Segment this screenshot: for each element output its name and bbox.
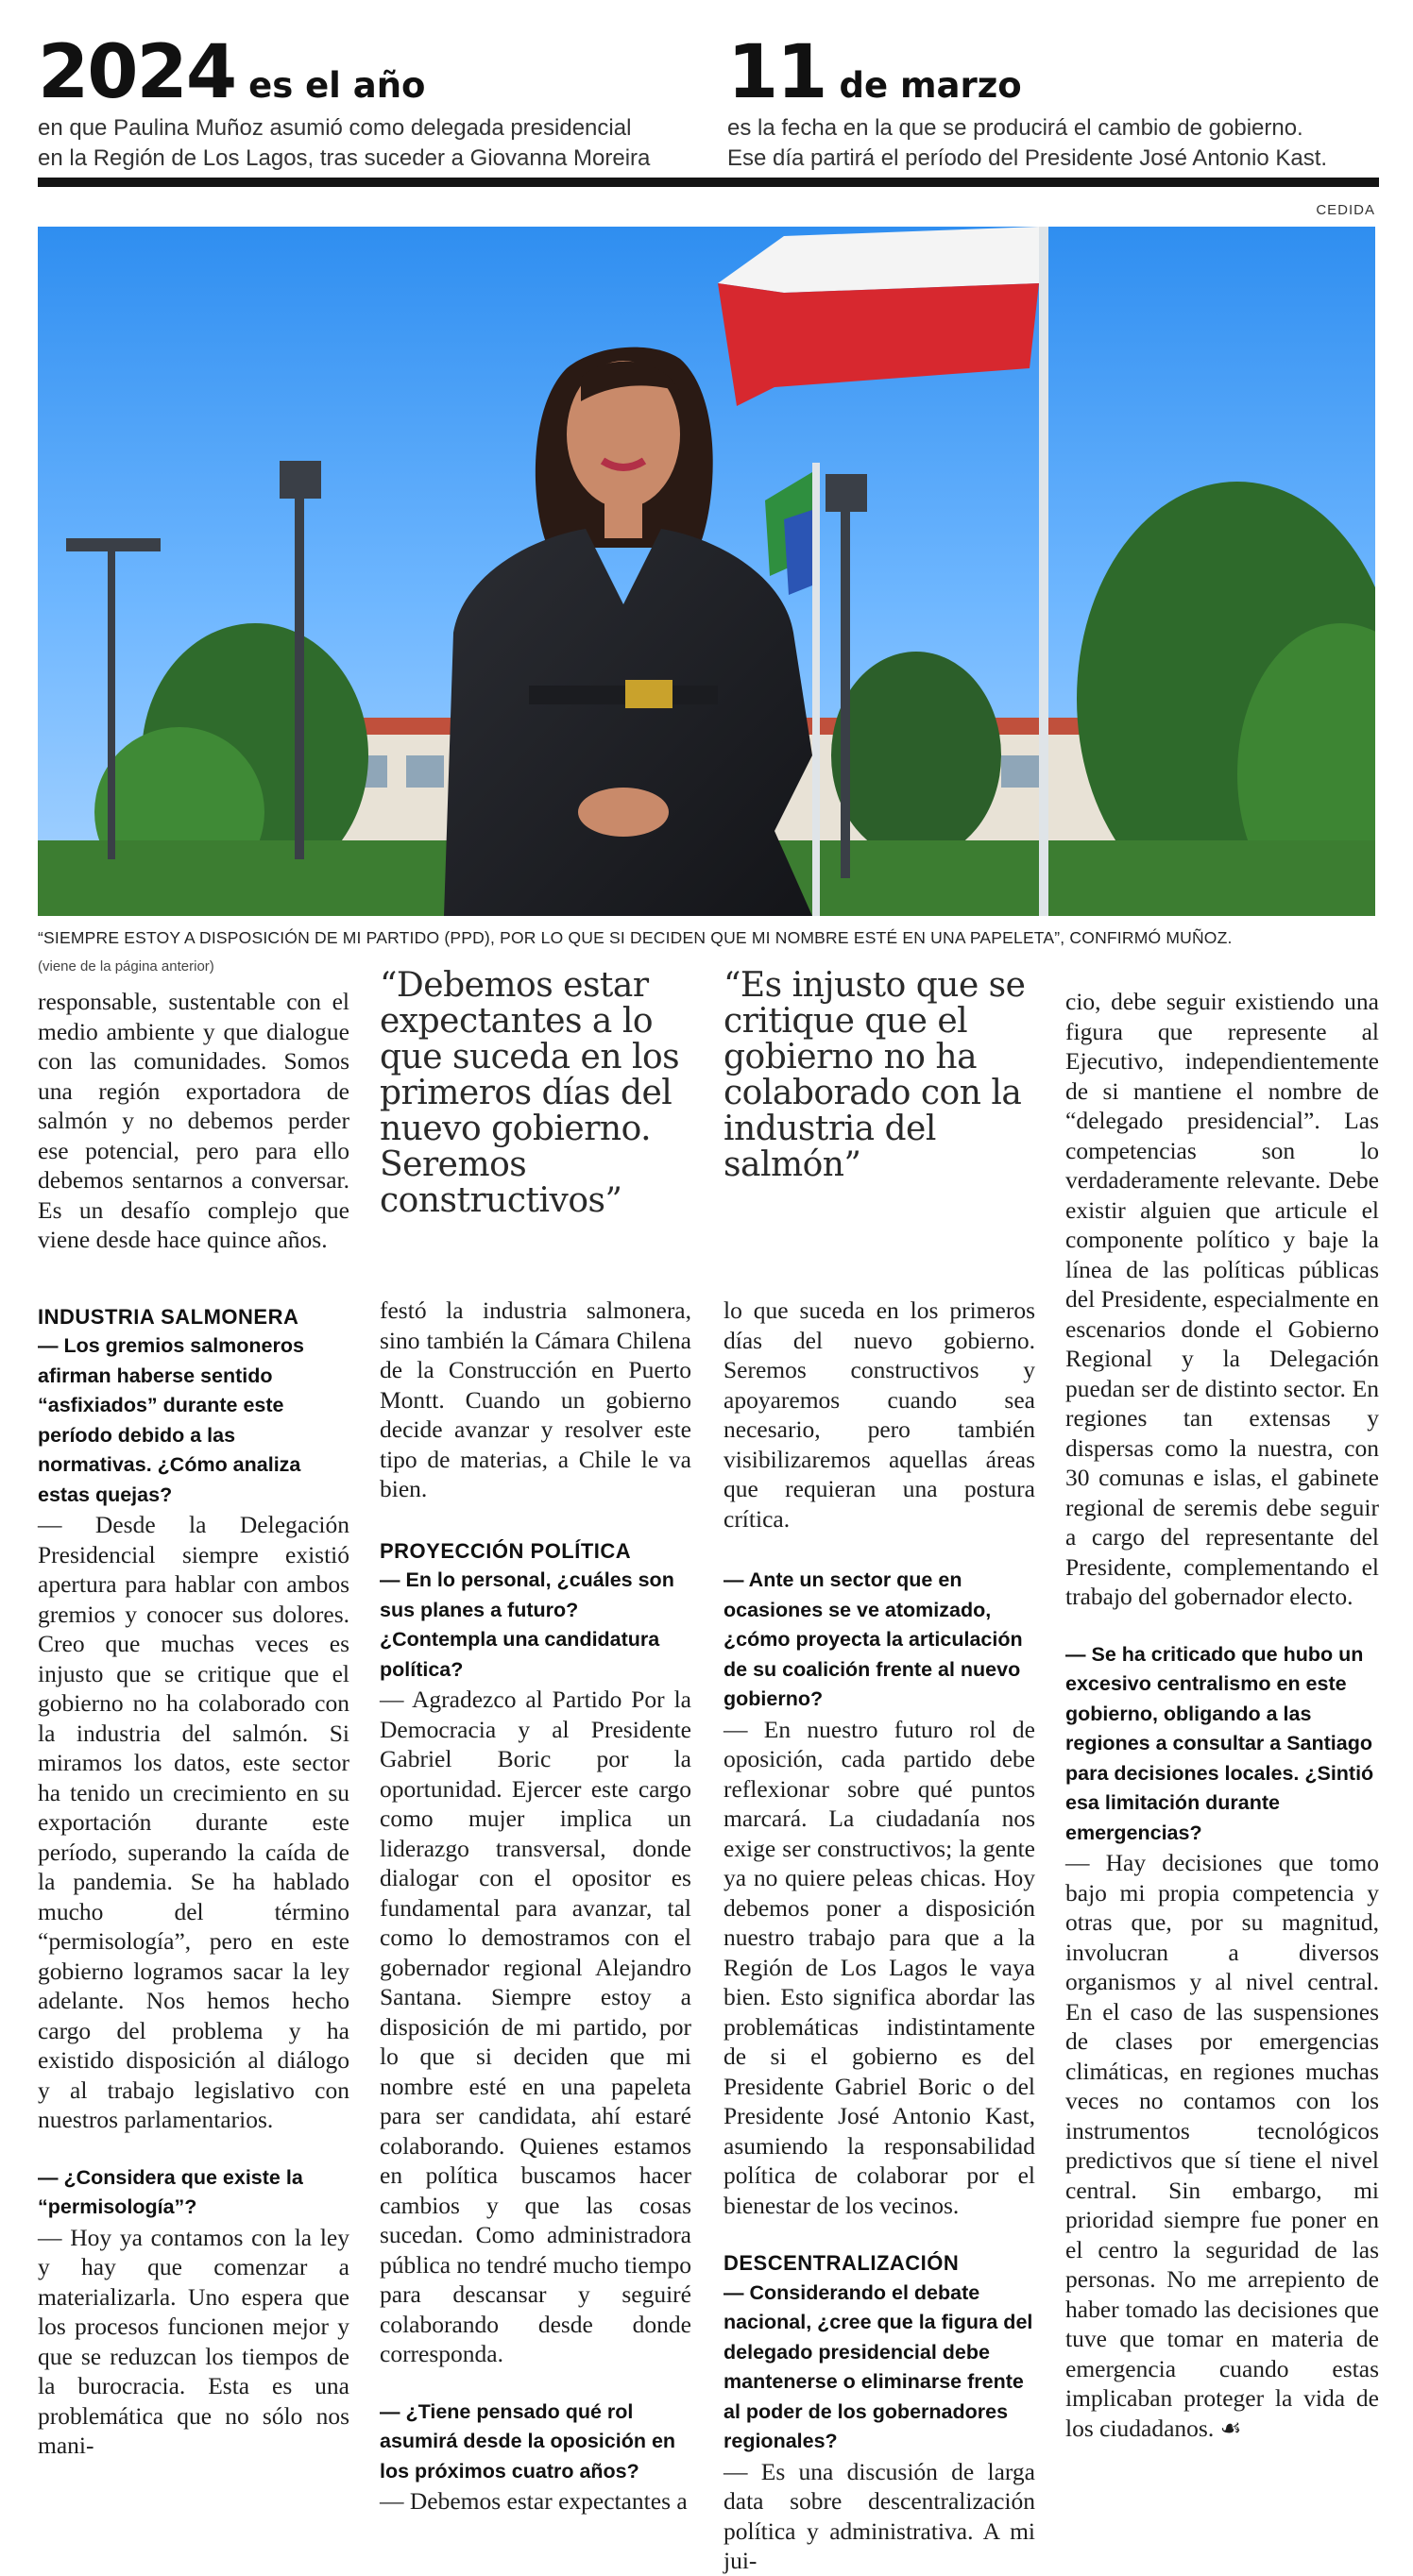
section-heading-industria: INDUSTRIA SALMONERA: [38, 1304, 299, 1329]
spacer: [1065, 1612, 1379, 1640]
question-coalicion: — Ante un sector que en ocasiones se ve atomizado, ¿cómo proyecta la articulación de su coalición frente al nuevo gobierno?: [724, 1568, 1023, 1710]
col4-intro: cio, debe seguir existiendo una figura que represente al Ejecutivo, independientemente de si mantiene el nombre de “delegado presidencial”. Las competencias son lo verdaderamente relevante. Debe existir alguien que articule el componente político y baje la línea de las políticas públicas del Presidente, especialmente en escenarios donde el Gobierno Regional y la Delegación puedan ser de distinto sector. En regiones tan extensas y dispersas como la nuestra, con 30 comunas e islas, el gabinete regional de seremis debe seguir a cargo del representante del Presidente, complementando el trabajo del gobernador electo.: [1065, 988, 1379, 1610]
spacer: [38, 2135, 349, 2163]
col2-intro: festó la industria salmonera, sino también la Cámara Chilena de la Construcción en Puerto Montt. Cuando un gobierno decide avanzar y resolver este tipo de materias, a Chile le va bien.: [380, 1296, 691, 1502]
spacer: [38, 1255, 349, 1302]
answer-oposicion: — Debemos estar expectantes a: [380, 2487, 688, 2515]
answer-permisologia: — Hoy ya contamos con la ley y hay que comenzar a materializarla. Uno espera que los procesos funcionen mejor y que se reduzcan los tiempos de la burocracia. Esta es una problemática que no sólo nos mani-: [38, 2223, 349, 2459]
stat-left-label: es el año: [248, 65, 426, 106]
stat-right: [727, 30, 1379, 174]
answer-delegado: — Es una discusión de larga data sobre descentralización política y administrativa. A mi jui-: [724, 2457, 1035, 2574]
stat-left-headline: [38, 30, 680, 115]
answer-centralismo: [1065, 1848, 1379, 2443]
pull-quote-1: “Debemos estar expectantes a lo que suceda en los primeros días del nuevo gobierno. Seremos constructivos”: [380, 966, 680, 1220]
article-column-4: [1065, 987, 1379, 2443]
question-permisologia: — ¿Considera que existe la “permisología”?: [38, 2165, 303, 2218]
spacer: [380, 1504, 691, 1536]
stat-right-desc-1: es la fecha en la que se producirá el cambio de gobierno.: [727, 115, 1303, 141]
answer-gremios: — Desde la Delegación Presidencial siempre existió apertura para hablar con ambos gremios y conocer sus dolores. Creo que muchas veces es injusto que se critique que el gobierno no ha colaborado con la industria del salmón. Si miramos los datos, este sector ha tenido un crecimiento en su exportación durante este período, superando la caída de la pandemia. Se ha hablado mucho del término “permisología”, pero en este gobierno logramos sacar la ley adelante. Nos hemos hecho cargo del problema y ha existido disposición al diálogo y al trabajo legislativo con nuestros parlamentarios.: [38, 1511, 349, 2133]
stat-left: [38, 30, 680, 174]
stat-left-desc-1: en que Paulina Muñoz asumió como delegada presidencial: [38, 115, 632, 141]
question-centralismo: — Se ha criticado que hubo un excesivo centralismo en este gobierno, obligando a las regiones a consultar a Santiago para decisiones locales. ¿Sintió esa limitación durante emergencias?: [1065, 1642, 1374, 1844]
portrait-illustration: [38, 227, 1375, 916]
continued-from-note: (viene de la página anterior): [38, 958, 214, 974]
col3-intro: lo que suceda en los primeros días del nuevo gobierno. Seremos constructivos y apoyaremos cuando sea necesario, pero también visibilizaremos aquellas áreas que requieran una postura crítica.: [724, 1296, 1035, 1533]
pull-quote-2: “Es injusto que se critique que el gobierno no ha colaborado con la industria del salmón”: [724, 966, 1026, 1184]
question-delegado: — Considerando el debate nacional, ¿cree que la figura del delegado presidencial debe mantenerse o eliminarse frente al poder de los gobernadores regionales?: [724, 2280, 1033, 2452]
spacer: [724, 2220, 1035, 2248]
answer-coalicion: — En nuestro futuro rol de oposición, cada partido debe reflexionar sobre qué puntos marcará. La ciudadanía nos exige ser constructivos; la gente ya no quiere peleas chicas. Hoy debemos poner a disposición nuestro trabajo para que a la Región de Los Lagos le vaya bien. Esto significa abordar las problemáticas indistintamente de si el gobierno es del Presidente Gabriel Boric o del Presidente José Antonio Kast, asumiendo la responsabilidad política de colaborar por el bienestar de los vecinos.: [724, 1715, 1035, 2219]
photo-credit: CEDIDA: [1316, 202, 1375, 218]
photo-caption: “SIEMPRE ESTOY A DISPOSICIÓN DE MI PARTIDO (PPD), POR LO QUE SI DECIDEN QUE MI NOMBRE ESTÉ EN UNA PAPELETA”, CONFIRMÓ MUÑOZ.: [38, 928, 1233, 947]
stat-left-desc-2: en la Región de Los Lagos, tras suceder a Giovanna Moreira: [38, 145, 651, 171]
question-oposicion: — ¿Tiene pensado qué rol asumirá desde la oposición en los próximos cuatro años?: [380, 2399, 676, 2483]
answer-centralismo-text: — Hay decisiones que tomo bajo mi propia competencia y otras que, por su magnitud, involucran a diversos organismos y al nivel central. En el caso de las suspensiones de clases por emergencias climáticas, en regiones muchas veces no contamos con los instrumentos tecnológicos predictivos que sí tiene el nivel central. Sin embargo, mi prioridad siempre fue poner en el centro la seguridad de las personas. No me arrepiento de haber tomado las decisiones que tuve que tomar en materia de emergencia cuando estas implicaban proteger la vida de los ciudadanos.: [1065, 1849, 1379, 2442]
spacer: [724, 1534, 1035, 1566]
portrait-photo: [38, 227, 1375, 916]
stat-right-headline: [727, 30, 1379, 115]
question-gremios: — Los gremios salmoneros afirman haberse sentido “asfixiados” durante este período debido a las normativas. ¿Cómo analiza estas quejas?: [38, 1334, 304, 1506]
section-heading-proyeccion: PROYECCIÓN POLÍTICA: [380, 1538, 632, 1563]
article-column-2: [380, 1296, 691, 2517]
article-column-3: [724, 1296, 1035, 2576]
article-column-1: [38, 987, 349, 2461]
answer-planes: — Agradezco al Partido Por la Democracia y al Presidente Gabriel Boric por la oportunidad. Ejercer este cargo como mujer implica un liderazgo transversal, donde dialogar con el opositor es fundamental para avanzar, tal como lo demostramos con el gobernador regional Alejandro Santana. Siempre estoy a disposición de mi partido, por lo que si deciden que mi nombre esté en una papeleta para ser candidata, ahí estaré colaborando. Quienes estamos en política buscamos hacer cambios y que las cosas sucedan. Como administradora pública no tendré mucho tiempo para descansar y seguiré colaborando desde donde corresponda.: [380, 1686, 691, 2367]
col1-intro: responsable, sustentable con el medio ambiente y que dialogue con las comunidades. Somos una región exportadora de salmón y no debemos perder ese potencial, pero para ello debemos sentarnos a conversar. Es un desafío complejo que viene desde hace quince años.: [38, 988, 349, 1253]
spacer: [380, 2369, 691, 2398]
question-planes: — En lo personal, ¿cuáles son sus planes a futuro? ¿Contempla una candidatura política?: [380, 1568, 674, 1681]
header-divider: [38, 178, 1379, 187]
end-mark-icon: ☙: [1219, 2414, 1242, 2442]
stat-left-number: 2024: [38, 30, 236, 115]
stat-right-label: de marzo: [839, 65, 1022, 106]
stat-right-desc-2: Ese día partirá el período del Presidente José Antonio Kast.: [727, 145, 1328, 171]
section-heading-descentralizacion: DESCENTRALIZACIÓN: [724, 2251, 960, 2275]
stat-right-number: 11: [727, 30, 826, 115]
